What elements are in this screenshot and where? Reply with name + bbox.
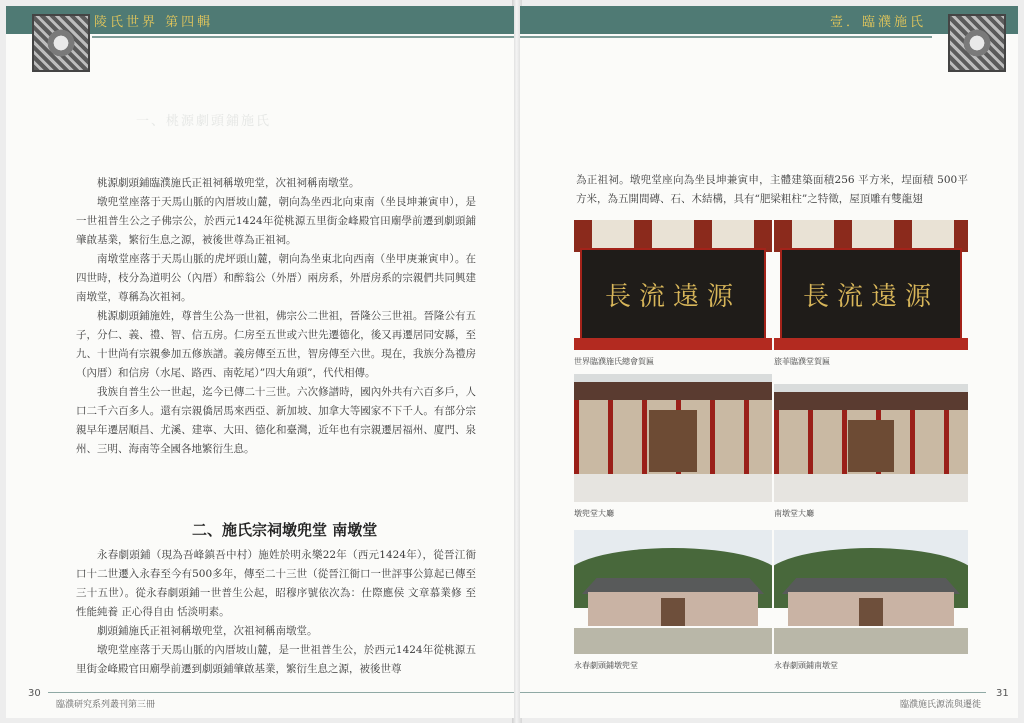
header-band (520, 6, 1018, 34)
hall-roof (574, 382, 772, 402)
photo-caption: 世界臨濮施氏總會賀匾 (574, 357, 654, 366)
ornament-tile-icon (32, 14, 90, 72)
temple-ground (774, 628, 968, 654)
photo-temple-2 (774, 530, 968, 654)
header-rule (520, 36, 932, 38)
header-rule (92, 36, 514, 38)
photo-temple-1 (574, 530, 772, 654)
photo-caption: 永春劇頭鋪南墩堂 (774, 661, 838, 670)
photo-plaque-2 (774, 220, 968, 350)
left-page (6, 6, 514, 718)
hall-center (848, 420, 895, 472)
page-number: 31 (996, 688, 1009, 699)
temple-door (661, 598, 685, 626)
left-body-bottom (76, 546, 476, 679)
paragraph: 桃源劇頭鋪臨濮施氏正祖祠稱墩兜堂，次祖祠稱南墩堂。 (97, 177, 360, 189)
plaque-trim (574, 338, 772, 350)
hall-roof (774, 392, 968, 412)
photo-caption: 旅菲臨濮堂賀匾 (774, 357, 830, 366)
right-page (520, 6, 1018, 718)
plaque-text: 長流遠源 (802, 281, 939, 312)
paragraph: 墩兜堂座落于天馬山脈的內厝坡山麓，是一世祖普生公，於西元1424年從桃源五里街金峰殿官田廟學前遷到劇頭鋪肇啟基業，繁衍生息之源，被後世尊 (76, 644, 476, 675)
hall-floor (574, 474, 772, 502)
photo-caption: 南墩堂大廳 (774, 509, 814, 518)
footer-text: 臨濮研究系列叢刊第三冊 (56, 700, 156, 710)
paragraph: 我族自普生公一世起，迄今已傳二十三世。六次修譜時，國內外共有六百多戶，人口二千六百多人。還有宗親僑居馬來西亞、新加坡、加拿大等國家不下千人。有部分宗親早年遷居順昌、尤溪、建寧、大田、德化和臺灣，近年也有宗親遷居福州、廈門、泉州、三明、海南等全國各地繁衍生息。 (76, 386, 476, 455)
paragraph: 劇頭鋪施氏正祖祠稱墩兜堂，次祖祠稱南墩堂。 (97, 625, 318, 637)
ghost-heading: 一、桃源劇頭鋪施氏 (136, 114, 272, 129)
paragraph: 墩兜堂座落于天馬山脈的內厝坡山麓，朝向為坐西北向東南（坐艮坤兼寅申），是一世祖普生公之子佛宗公，於西元1424年從桃源五里街金峰殿官田廟學前遷到劇頭鋪肇啟基業，繁衍生息之源，被後世尊為正祖祠。 (76, 196, 476, 246)
temple-door (859, 598, 882, 626)
plaque-board (780, 248, 962, 340)
right-body (576, 171, 968, 209)
page-number: 30 (28, 688, 41, 699)
paragraph: 永春劇頭鋪（現為吾峰鎮吾中村）施姓於明永樂22年（西元1424年），從晉江衙口十二世遷入永春至今有500多年，傳至二十三世（從晉江衙口一世評事公算起已傳至三十五世）。從永春劇頭鋪一世普生公起，昭穆序號依次為：仕際應侯 文章慕業修 至性能純養 正心得自由 恬淡明素。 (76, 549, 476, 618)
footer-text: 臨濮施氏源流與遷徙 (900, 700, 982, 710)
ornament-tile-icon (948, 14, 1006, 72)
left-body-top (76, 174, 476, 459)
paragraph: 桃源劇頭鋪施姓，尊普生公為一世祖，佛宗公二世祖，晉隆公三世祖。晉隆公有五子，分仁、義、禮、智、信五房。仁房至五世或六世先遷德化，後又再遷居同安縣，至九、十世尚有宗親參加五修族譜。義房傳至五世，智房傳至六世。現在，我族分為禮房（內厝）和信房（水尾、路西、南乾尾）”四大角頭”，代代相傳。 (76, 310, 476, 379)
right-header-title: 壹．臨濮施氏 (830, 15, 927, 30)
plaque-board (580, 248, 766, 340)
left-header-title: 陵氏世界 第四輯 (94, 15, 214, 30)
section-title: 二、施氏宗祠墩兜堂 南墩堂 (192, 521, 378, 539)
temple-ground (574, 628, 772, 654)
paragraph: 為正祖祠。墩兜堂座向為坐艮坤兼寅申，主體建築面積256 平方米，埕面積 500平方米，為五開間磚、石、木結構，具有“肥梁粗柱”之特徵，屋頂雕有雙龍翅 (576, 174, 968, 205)
footer-rule (48, 692, 514, 693)
plaque-text: 長流遠源 (604, 281, 741, 312)
photo-caption: 永春劇頭鋪墩兜堂 (574, 661, 638, 670)
photo-hall-2 (774, 384, 968, 502)
paragraph: 南墩堂座落于天馬山脈的虎坪頭山麓，朝向為坐東北向西南（坐甲庚兼寅申）。在四世時，枝分為道明公（內厝）和醉翁公（外厝）兩房系，外厝房系的宗親們共同興建南墩堂，尊稱為次祖祠。 (76, 253, 476, 303)
plaque-trim (774, 338, 968, 350)
footer-rule (520, 692, 986, 693)
photo-hall-1 (574, 374, 772, 502)
hall-center (649, 410, 697, 472)
hall-floor (774, 474, 968, 502)
photo-plaque-1 (574, 220, 772, 350)
photo-caption: 墩兜堂大廳 (574, 509, 614, 518)
